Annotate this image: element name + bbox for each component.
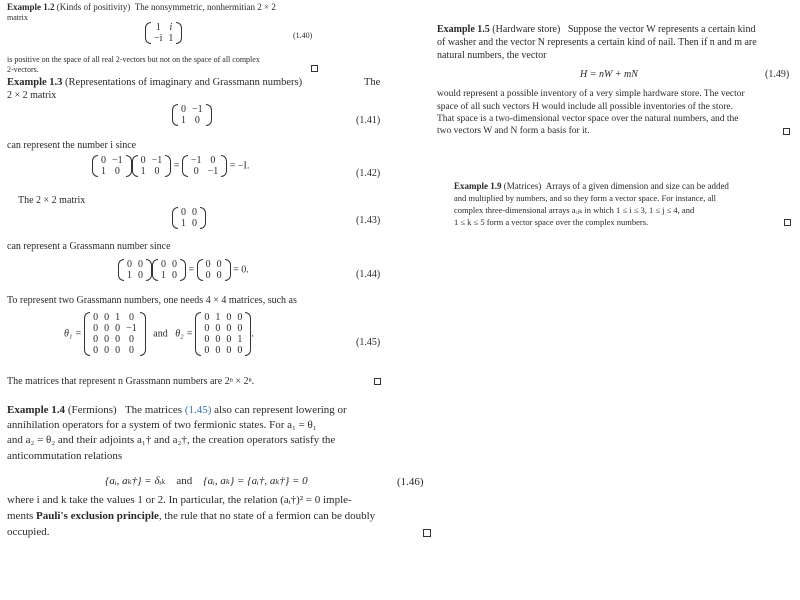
ex12-line1 <box>7 2 276 12</box>
eq-1-42-expr: 0 −1 1 0 0 −1 1 0 = −1 0 0 −1 = −I. <box>92 155 249 177</box>
ex13-text3: The 2 × 2 matrix <box>18 195 86 206</box>
eq-1-41: (1.41) <box>356 115 381 126</box>
eq-1-42: (1.42) <box>356 168 381 179</box>
eq-ref-1-45[interactable]: (1.45) <box>184 404 212 416</box>
ex14-line3: and a₂ = θ₂ and their adjoints a₁† and a₂†, the creation operators satisfy the <box>7 434 336 446</box>
eq-1-44-tail: = 0. <box>233 264 249 276</box>
ex12-text2: matrix <box>7 13 28 22</box>
ex15-head: Example 1.5 <box>437 24 490 35</box>
ex12-matrix: 1 i −i 1 <box>145 22 182 44</box>
ex12-title: (Kinds of positivity) <box>56 2 131 12</box>
ex12-text4: 2-vectors. <box>7 65 39 74</box>
eq-1-49: (1.49) <box>765 69 790 80</box>
ex19-line1 <box>454 181 729 191</box>
ex13-title-tail: The <box>364 77 381 88</box>
ex15-line1 <box>437 24 755 35</box>
ex13-text1: 2 × 2 matrix <box>7 90 57 101</box>
eq-1-43: (1.43) <box>356 215 381 226</box>
ex14-head: Example 1.4 <box>7 404 66 416</box>
ex15-line6: That space is a two-dimensional vector space over the natural numbers, and the <box>437 114 739 124</box>
theta1-label: θ₁ = <box>64 328 82 340</box>
rel1: {aᵢ, aₖ†} = δᵢₖ <box>105 475 166 487</box>
ex19-line4: 1 ≤ k ≤ 5 form a vector space over the complex numbers. <box>454 217 649 227</box>
eq-1-45-expr: θ₁ = 0 0 1 0 0 0 0 −1 0 0 0 0 0 0 0 0 and θ₂ = 0 1 0 0 0 0 0 0 0 0 0 1 0 0 0 0 . <box>64 312 254 356</box>
ex15-line7: two vectors W and N form a basis for it. <box>437 126 590 136</box>
ex14-line1 <box>7 404 347 416</box>
ex13-line1 <box>7 77 302 88</box>
ex14-title: (Fermions) <box>67 404 117 416</box>
rel2: {aᵢ, aₖ} = {aᵢ†, aₖ†} = 0 <box>203 475 308 487</box>
ex15-line3: natural numbers, the vector <box>437 50 547 61</box>
ex13-text4: can represent a Grassmann number since <box>7 241 171 252</box>
ex12-text1: The nonsymmetric, nonhermitian 2 × 2 <box>134 2 276 12</box>
eq-1-45: (1.45) <box>356 337 381 348</box>
ex15-title: (Hardware store) <box>492 24 561 35</box>
ex13-text5: To represent two Grassmann numbers, one needs 4 × 4 matrices, such as <box>7 295 297 306</box>
eq-1-46-expr <box>105 474 308 487</box>
and-word: and <box>153 328 168 340</box>
qed-square <box>311 65 318 72</box>
ex19-line3: complex three-dimensional arrays aᵢⱼₖ in which 1 ≤ i ≤ 3, 1 ≤ j ≤ 4, and <box>454 205 695 215</box>
rel-and: and <box>176 475 193 487</box>
ex14-line1b: also can represent lowering or <box>214 404 347 416</box>
ex14-line6a: ments <box>7 510 34 522</box>
qed-square <box>783 128 790 135</box>
ex13-title: (Representations of imaginary and Grassmann numbers) <box>65 77 303 88</box>
ex12-text3: is positive on the space of all real 2-vectors but not on the space of all complex <box>7 55 260 64</box>
pauli-principle: Pauli's exclusion principle <box>36 510 159 522</box>
ex14-line5: where i and k take the values 1 or 2. In particular, the relation (aᵢ†)² = 0 imple- <box>7 494 352 506</box>
ex14-line7: occupied. <box>7 526 50 538</box>
eq-1-44: (1.44) <box>356 269 381 280</box>
ex15-line5: space of all such vectors H would include all possible inventories of the store. <box>437 102 734 112</box>
ex15-line4: would represent a possible inventory of a very simple hardware store. The vector <box>437 89 745 99</box>
ex13-text2: can represent the number i since <box>7 140 137 151</box>
ex12-head: Example 1.2 <box>7 2 55 12</box>
ex14-line6c: , the rule that no state of a fermion can be doubly <box>158 510 376 522</box>
ex19-head: Example 1.9 <box>454 181 502 191</box>
ex14-line6 <box>7 510 375 522</box>
ex19-line2: and multiplied by numbers, and so they form a vector space. For instance, all <box>454 193 717 203</box>
ex19-title: (Matrices) <box>503 181 542 191</box>
qed-square <box>374 378 381 385</box>
ex15-line1-text: Suppose the vector W represents a certain kind <box>567 24 756 35</box>
ex15-line2: of washer and the vector N represents a certain kind of nail. Then if n and m are <box>437 37 757 48</box>
eq-1-49-expr: H = nW + mN <box>580 69 638 80</box>
ex14-line2: annihilation operators for a system of two fermionic states. For a₁ = θ₁ <box>7 419 317 431</box>
ex14-line1a: The matrices <box>124 404 183 416</box>
matrix-i: 0 −1 1 0 <box>172 104 212 126</box>
theta2-label: θ₂ = <box>175 328 193 340</box>
eq-1-42-tail: = −I. <box>229 160 250 172</box>
eq-1-40: (1.40) <box>293 31 313 40</box>
ex19-line1-text: Arrays of a given dimension and size can be added <box>545 181 729 191</box>
ex13-head: Example 1.3 <box>7 77 63 88</box>
eq-1-44-expr: 0 0 1 0 0 0 1 0 = 0 0 0 0 = 0. <box>118 259 249 281</box>
qed-square <box>423 529 431 537</box>
qed-square <box>784 219 791 226</box>
ex14-line4: anticommutation relations <box>7 450 123 462</box>
eq-1-46: (1.46) <box>397 476 424 488</box>
matrix-grassmann: 0 0 1 0 <box>172 207 206 229</box>
ex13-text6: The matrices that represent n Grassmann numbers are 2ⁿ × 2ⁿ. <box>7 376 255 387</box>
